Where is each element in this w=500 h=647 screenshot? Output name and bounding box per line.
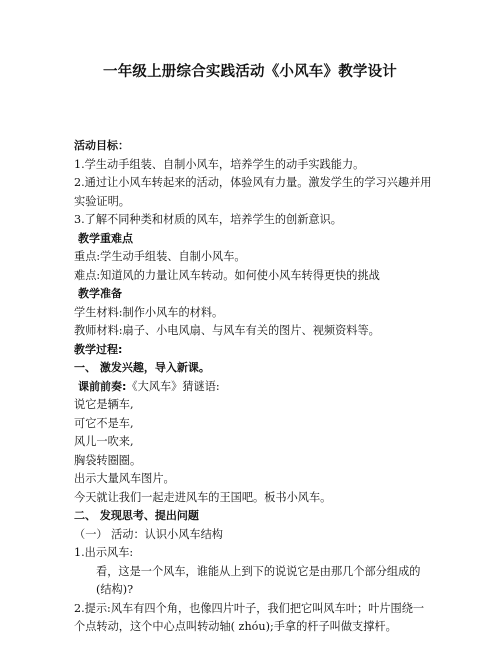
document-body (74, 137, 434, 637)
difficult-point-line: 难点:知道风的力量让风车转动。如何使小风车转得更快的挑战 (74, 268, 380, 282)
section-heading-key-points: 教学重难点 (78, 231, 133, 245)
riddle-line-4: 胸袋转圈圈。 (74, 453, 142, 467)
prelude-line (74, 378, 434, 397)
section-heading-process: 教学过程: (74, 342, 123, 356)
riddle-line-3: 风儿一吹来, (74, 435, 134, 448)
objective-line-1: 1.学生动手组装、自制小风车，培养学生的动手实践能力。 (74, 157, 365, 171)
objective-line-3: 3.了解不同种类和材质的风车，培养学生的创新意识。 (74, 213, 342, 226)
document-title: 一年级上册综合实践活动《小风车》教学设计 (103, 64, 397, 80)
prelude-text: 《大风车》猜谜语: (126, 379, 220, 393)
objective-line-2: 2.通过让小风车转起来的活动，体验风有力量。激发学生的学习兴趣并用实验证明。 (74, 176, 432, 208)
intro-line: 今天就让我们一起走进风车的王国吧。板书小风车。 (74, 490, 332, 504)
student-materials-line: 学生材料:制作小风车的材料。 (74, 305, 224, 319)
section-heading-preparation: 教学准备 (78, 287, 122, 300)
teacher-materials-line: 教师材料:扇子、小电风扇、与风车有关的图片、视频资料等。 (74, 324, 380, 337)
riddle-line-2: 可它不是车, (74, 416, 134, 430)
step-heading-1: 一、 激发兴趣，导入新课。 (74, 361, 210, 374)
section-heading-objectives: 活动目标： (74, 139, 129, 152)
show-pictures-line: 出示大量风车图片。 (74, 472, 175, 485)
question-paragraph: 看，这是一个风车，谁能从上到下的说说它是由那几个部分组成的(结构)? (96, 564, 421, 596)
prelude-label: 课前前奏: (78, 379, 127, 393)
show-windmill-line: 1.出示风车: (74, 546, 134, 559)
hint-paragraph: 2.提示:风车有四个角，也像四片叶子，我们把它叫风车叶；叶片围绕一个点转动，这个中心点叫转动轴( zhóu);手拿的杆子叫做支撑杆。 (74, 601, 425, 633)
key-point-line: 重点:学生动手组装、自制小风车。 (74, 250, 246, 263)
step-heading-2: 二、 发现思考、提出问题 (74, 509, 199, 522)
riddle-line-1: 说它是辆车, (74, 398, 134, 411)
activity-heading: （一） 活动：认识小风车结构 (74, 527, 223, 541)
